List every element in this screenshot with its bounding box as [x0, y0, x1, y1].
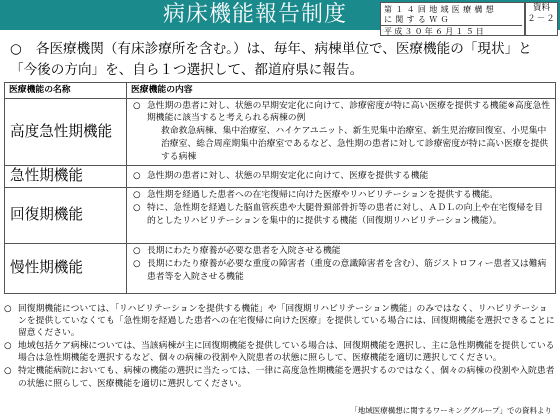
table-row — [5, 188, 556, 244]
function-name: 急性期機能 — [5, 166, 127, 188]
lead-text: 各医療機関（有床診療所を含む。）は、毎年、病棟単位で、医療機能の「現状」と「今後の方向」を、自ら１つ選択して、都道府県に報告。 — [10, 41, 532, 78]
item-text: 特に、急性期を経過した脳血管疾患や大腿骨頚部骨折等の患者に対し、ＡＤＬの向上や在宅復帰を目的としたリハビリテーションを集中的に提供する機能（回復期リハビリテーション機能）。 — [147, 202, 543, 226]
item-text: 長期にわたり療養が必要な重度の障害者（重度の意識障害者を含む）、筋ジストロフィー患者又は難病患者等を入院させる機能 — [147, 258, 547, 282]
material-label: 資料 — [532, 3, 550, 13]
header-function-content: 医療機能の内容 — [127, 83, 556, 99]
table-row — [5, 166, 556, 188]
meeting-name-line2: に関するＷＧ — [384, 15, 452, 24]
item-text: 長期にわたり療養が必要な患者を入院させる機能 — [147, 246, 341, 257]
source-credit: 「地域医療構想に関するワーキンググループ」での資料より — [350, 406, 552, 415]
page-title: 病床機能報告制度 — [163, 2, 348, 27]
lead-statement — [10, 39, 550, 81]
note-item: ○ 地域包括ケア病棟については、当該病棟が主に回復期機能を提供している場合は、回復期機能を選択し、主に急性期機能を提供している場合は急性期機能を選択するなど、個々の病棟の役割や入院患者の状態に照らして、医療機能を適切に選択してください。 — [4, 341, 555, 364]
function-name: 回復期機能 — [5, 188, 127, 244]
table-row — [5, 98, 556, 166]
lead-bullet: ○ — [10, 41, 22, 57]
note-text: 地域包括ケア病棟については、当該病棟が主に回復期機能を提供している場合は、回復期機能を選択し、主に急性期機能を提供している場合は急性期機能を選択するなど、個々の病棟の役割や入院患者の状態に照らして、医療機能を適切に選択してください。 — [18, 341, 555, 364]
list-item: ○ 特に、急性期を経過した脳血管疾患や大腿骨頚部骨折等の患者に対し、ＡＤＬの向上や在宅復帰を目的としたリハビリテーションを集中的に提供する機能（回復期リハビリテーション機能）。 — [133, 202, 551, 227]
item-text: 急性期の患者に対し、状態の早期安定化に向けて、診療密度が特に高い医療を提供する機能※高度急性期機能に該当すると考えられる病棟の例 — [147, 100, 551, 124]
meeting-date: 平成３０年６月１５日 — [381, 25, 522, 37]
list-item: ○ 急性期の患者に対し、状態の早期安定化に向けて、診療密度が特に高い医療を提供する機能※高度急性期機能に該当すると考えられる病棟の例 救命救急病棟、集中治療室、ハイケアユニット、新生児集中治療室、新生児治療回復室、小児集中治療室、総合周産期集中治療室であるなど、急性期の患者に対して診療密度が特に高い医療を提供する病棟 — [133, 100, 551, 162]
header-function-name: 医療機能の名称 — [5, 83, 127, 99]
item-subtext: 救命救急病棟、集中治療室、ハイケアユニット、新生児集中治療室、新生児治療回復室、小児集中治療室、総合周産期集中治療室であるなど、急性期の患者に対して診療密度が特に高い医療を提供する病棟 — [161, 126, 549, 162]
meeting-name-line1: 第１４回地域医療構想 — [384, 5, 497, 14]
list-item: ○ 急性期の患者に対し、状態の早期安定化に向けて、医療を提供する機能 — [133, 170, 551, 183]
list-item: ○ 長期にわたり療養が必要な患者を入院させる機能 — [133, 245, 551, 258]
function-name: 慢性期機能 — [5, 244, 127, 294]
table-row — [5, 244, 556, 294]
item-text: 急性期の患者に対し、状態の早期安定化に向けて、医療を提供する機能 — [147, 170, 429, 181]
medical-function-table — [4, 82, 556, 294]
material-number-box — [525, 2, 558, 36]
list-item: ○ 急性期を経過した患者への在宅復帰に向けた医療やリハビリテーションを提供する機能。 — [133, 189, 551, 202]
note-item: ○ 回復期機能については、「リハビリテーションを提供する機能」や「回復期リハビリテーション機能」のみではなく、リハビリテーションを提供していなくても「急性期を経過した患者への在宅復帰に向けた医療」を提供している場合には、回復期機能を選択できることに留意ください。 — [4, 304, 555, 339]
function-name: 高度急性期機能 — [5, 98, 127, 166]
meeting-info-box — [380, 2, 525, 36]
note-text: 特定機能病院においても、病棟の機能の選択に当たっては、一律に高度急性期機能を選択するのではなく、個々の病棟の役割や入院患者の状態に照らして、医療機能を適切に選択してください。 — [18, 366, 555, 389]
material-number: ２－２ — [527, 14, 556, 24]
list-item: ○ 長期にわたり療養が必要な重度の障害者（重度の意識障害者を含む）、筋ジストロフィー患者又は難病患者等を入院させる機能 — [133, 258, 551, 283]
notes-section — [4, 303, 556, 391]
item-text: 急性期を経過した患者への在宅復帰に向けた医療やリハビリテーションを提供する機能。 — [147, 190, 499, 201]
note-text: 回復期機能については、「リハビリテーションを提供する機能」や「回復期リハビリテーション機能」のみではなく、リハビリテーションを提供していなくても「急性期を経過した患者への在宅復帰に向けた医療」を提供している場合には、回復期機能を選択できることに留意ください。 — [18, 304, 555, 339]
note-item: ○ 特定機能病院においても、病棟の機能の選択に当たっては、一律に高度急性期機能を選択するのではなく、個々の病棟の役割や入院患者の状態に照らして、医療機能を適切に選択してください。 — [4, 366, 555, 389]
